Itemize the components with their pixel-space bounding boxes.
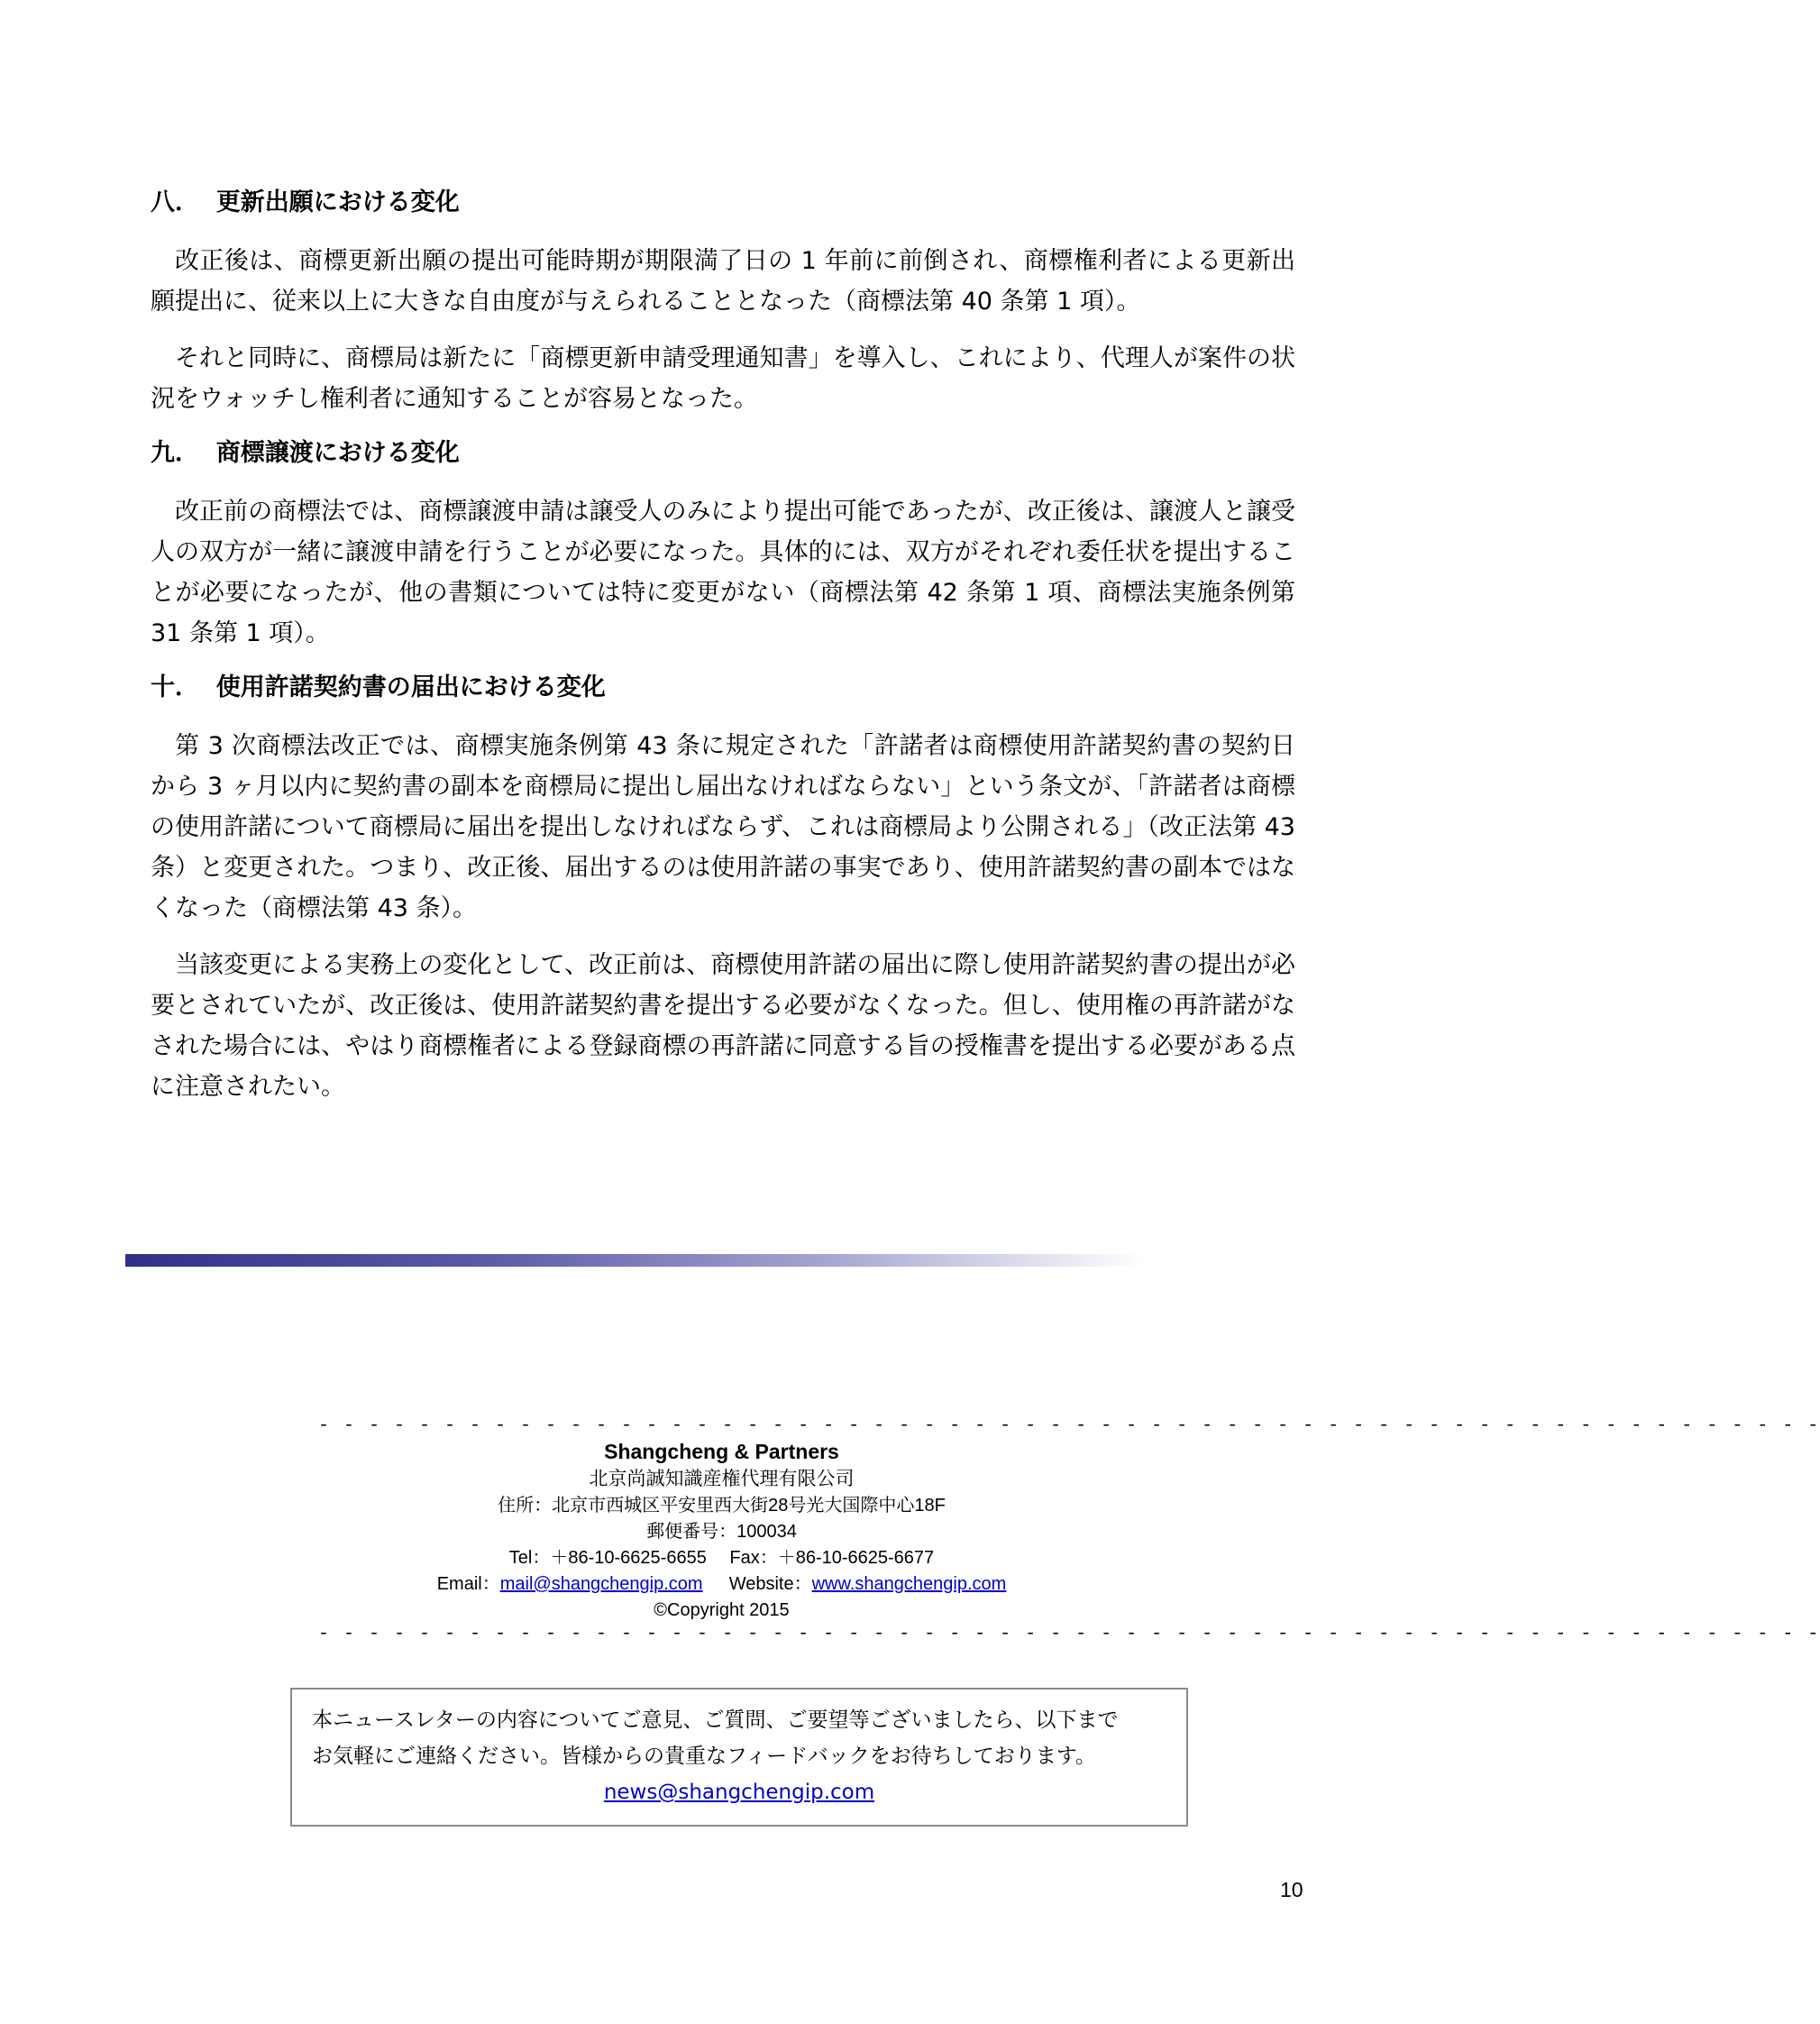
paragraph: 改正前の商標法では、商標譲渡申請は譲受人のみにより提出可能であったが、改正後は、譲渡人と譲受人の双方が一緒に譲渡申請を行うことが必要になった。具体的には、双方がそれぞれ委任状を提出することが必要になったが、他の書類については特に変更がない（商標法第 42 条第 1 項、商標法実施条例第 31 条第 1 項）。 bbox=[151, 498, 1295, 647]
section-10 bbox=[151, 670, 1295, 1107]
feedback-text-line2: お気軽にご連絡ください。皆様からの貴重なフィードバックをお待ちしております。 bbox=[312, 1745, 1096, 1768]
paragraph: 当該変更による実務上の変化として、改正前は、商標使用許諾の届出に際し使用許諾契約書の提出が必要とされていたが、改正後は、使用許諾契約書を提出する必要がなくなった。但し、使用権の再許諾がなされた場合には、やはり商標権者による登録商標の再許諾に同意する旨の授権書を提出する必要がある点に注意されたい。 bbox=[151, 951, 1295, 1101]
dashed-separator-bottom: - - - - - - - - - - - - - - - - - - - - - - - - - - - - - - - - - - - - - - - - - - - - - - - - - - - - - - - - - - - - bbox=[318, 1624, 1820, 1644]
email-link[interactable]: mail@shangchengip.com bbox=[499, 1574, 703, 1594]
dashed-separator-top: - - - - - - - - - - - - - - - - - - - - - - - - - - - - - - - - - - - - - - - - - - - - - - - - - - - - - - - - - - - - bbox=[318, 1415, 1820, 1436]
gradient-divider bbox=[125, 1254, 1144, 1267]
paragraph: 改正後は、商標更新出願の提出可能時期が期限満了日の 1 年前に前倒され、商標権利者による更新出願提出に、従来以上に大きな自由度が与えられることとなった（商標法第 40 条第 1 項）。 bbox=[151, 247, 1295, 316]
email-label: Email： bbox=[436, 1574, 500, 1594]
section-heading: 九． 商標譲渡における変化 bbox=[151, 439, 460, 467]
website-link[interactable]: www.shangchengip.com bbox=[811, 1574, 1007, 1594]
firm-name-ja: 北京尚誠知識産権代理有限公司 bbox=[589, 1469, 855, 1489]
footer bbox=[318, 1415, 1820, 1645]
section-8 bbox=[151, 185, 1295, 419]
email-website bbox=[318, 1571, 1125, 1598]
copyright: ©Copyright 2015 bbox=[654, 1600, 790, 1620]
phone-fax: Tel：＋86-10-6625-6655 Fax：＋86-10-6625-6677 bbox=[508, 1548, 935, 1568]
document-body bbox=[151, 185, 1295, 1123]
firm-name: Shangcheng & Partners bbox=[604, 1440, 839, 1463]
postal-code: 郵便番号：100034 bbox=[646, 1522, 797, 1542]
website-label: Website： bbox=[728, 1574, 812, 1594]
paragraph: 第 3 次商標法改正では、商標実施条例第 43 条に規定された「許諾者は商標使用許諾契約書の契約日から 3 ヶ月以内に契約書の副本を商標局に提出し届出なければならない」という条文が、「許諾者は商標の使用許諾について商標局に届出を提出しなければならず、これは商標局より公開される」（改正法第 43 条）と変更された。つまり、改正後、届出するのは使用許諾の事実であり、使用許諾契約書の副本ではなくなった（商標法第 43 条）。 bbox=[151, 732, 1295, 922]
feedback-box bbox=[290, 1688, 1188, 1827]
section-9 bbox=[151, 435, 1295, 654]
feedback-email-link[interactable]: news@shangchengip.com bbox=[603, 1781, 875, 1804]
address: 住所：北京市西城区平安里西大街28号光大国際中心18F bbox=[498, 1496, 946, 1516]
feedback-text-line1: 本ニュースレターの内容についてご意見、ご質問、ご要望等ございましたら、以下まで bbox=[312, 1708, 1119, 1732]
section-heading: 八． 更新出願における変化 bbox=[151, 188, 460, 216]
page-number: 10 bbox=[1280, 1878, 1303, 1901]
section-heading: 十． 使用許諾契約書の届出における変化 bbox=[151, 673, 606, 701]
paragraph: それと同時に、商標局は新たに「商標更新申請受理通知書」を導入し、これにより、代理人が案件の状況をウォッチし権利者に通知することが容易となった。 bbox=[151, 344, 1295, 413]
